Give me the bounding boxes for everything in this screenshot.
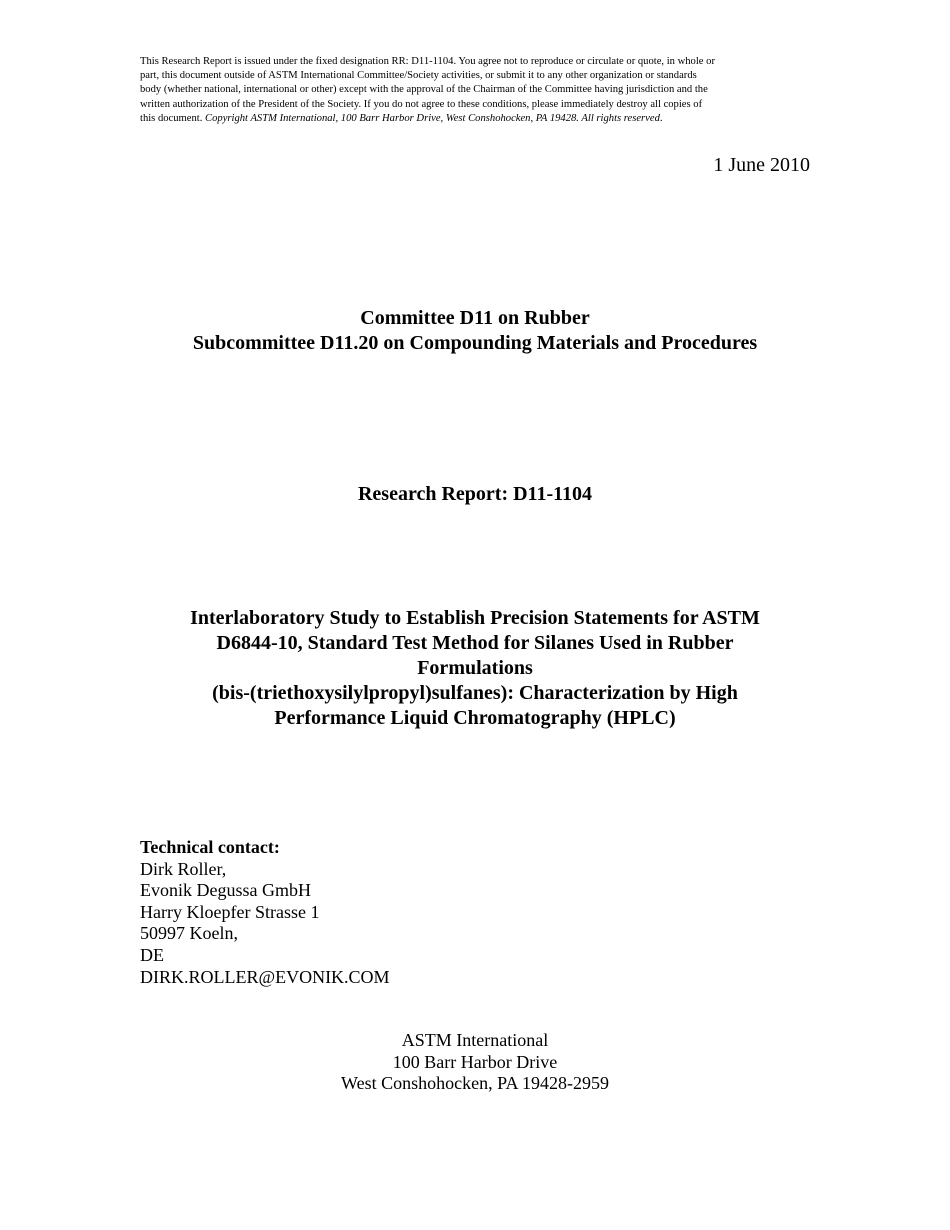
notice-line: body (whether national, international or other) except with the approval of the Chairman of the Committee having jurisdiction and the: [140, 84, 708, 96]
technical-contact: [140, 837, 390, 988]
study-title-line: D6844-10, Standard Test Method for Silanes Used in Rubber: [216, 632, 734, 654]
contact-heading: Technical contact:: [140, 837, 280, 857]
study-title-line: Performance Liquid Chromatography (HPLC): [274, 707, 676, 729]
contact-company: Evonik Degussa GmbH: [140, 880, 311, 901]
contact-country: DE: [140, 944, 164, 965]
committee-heading: [0, 306, 950, 356]
notice-line-last: [140, 112, 812, 126]
astm-address: [0, 1030, 950, 1095]
notice-line: written authorization of the President of the Society. If you do not agree to these conditions, please immediately destroy all copies of: [140, 98, 703, 110]
committee-name: Committee D11 on Rubber: [360, 307, 590, 329]
report-date: 1 June 2010: [713, 154, 810, 176]
address-org: ASTM International: [401, 1030, 549, 1050]
copyright-notice: [140, 55, 812, 126]
contact-email: DIRK.ROLLER@EVONIK.COM: [140, 966, 390, 987]
study-title-line: Formulations: [417, 657, 533, 679]
study-title: [0, 606, 950, 731]
address-street: 100 Barr Harbor Drive: [392, 1051, 558, 1072]
notice-plain-text: this document.: [140, 112, 206, 124]
report-title: Research Report: D11-1104: [357, 483, 593, 505]
contact-street: Harry Kloepfer Strasse 1: [140, 901, 320, 922]
notice-line: This Research Report is issued under the fixed designation RR: D11-1104. You agree not to reproduce or circulate or quote, in whole or: [140, 56, 715, 67]
notice-line: part, this document outside of ASTM International Committee/Society activities, or submit it to any other organization or standards: [140, 70, 697, 82]
subcommittee-name: Subcommittee D11.20 on Compounding Materials and Procedures: [192, 332, 758, 354]
study-title-line: Interlaboratory Study to Establish Precision Statements for ASTM: [190, 607, 760, 629]
notice-copyright-text: Copyright ASTM International, 100 Barr Harbor Drive, West Conshohocken, PA 19428. All rights reserved: [205, 112, 660, 124]
study-title-line: (bis-(triethoxysilylpropyl)sulfanes): Characterization by High: [212, 682, 738, 704]
contact-name: Dirk Roller,: [140, 858, 227, 879]
contact-city: 50997 Koeln,: [140, 923, 238, 944]
address-city: West Conshohocken, PA 19428-2959: [341, 1073, 609, 1094]
notice-end-text: .: [659, 112, 663, 124]
